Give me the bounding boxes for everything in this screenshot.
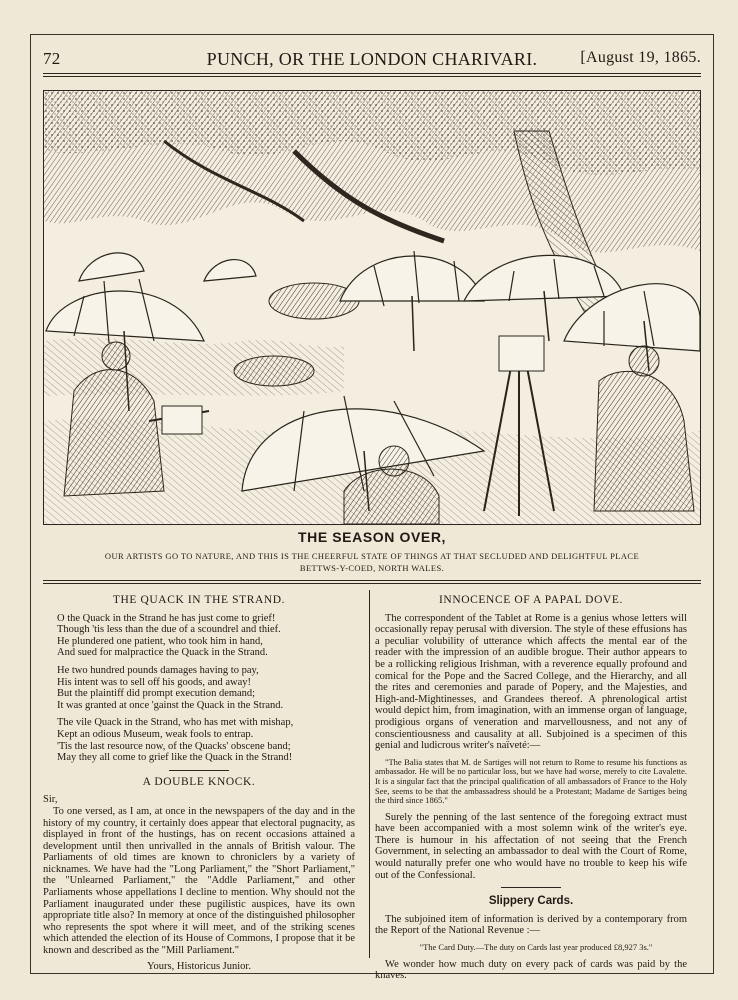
letter-signature: Yours, Historicus Junior.: [147, 960, 251, 972]
poem-line: His intent was to sell off his goods, and away!: [57, 676, 252, 688]
article-paragraph: The correspondent of the Tablet at Rome is a genius whose letters will occasionally repay perusal with diversion. The style of these effusions has a peculiar volubility of utterance which affects the mental ear of the reader with the impression of an audible brogue. Their author appears to be a rollicking religious Irishman, with a reverence equally profound and comical for the Pope and the Sacred College, and the Hierarchy, and all the rites and ceremonies and parade of Popery, and the Majesties, and High-and-Mightinesses, and Grandees thereof. A phrenological artist would depict him, from imagination, with an immense organ of language, prodigious organs of veneration and marvellousness, and not any of conscientiousness and causality at all. Subjoined is a specimen of this genial and ludicrous writer's naïveté:—: [375, 612, 687, 752]
caption-rule-2: [43, 583, 701, 584]
poem-line: But the plaintiff did prompt execution demand;: [57, 688, 256, 700]
right-column: [375, 595, 687, 982]
issue-date: [August 19, 1865.: [580, 49, 701, 66]
caption-line-1: OUR ARTISTS GO TO NATURE, AND THIS IS THE CHEERFUL STATE OF THINGS AT THAT SECLUDED AND DELIGHTFUL PLACE: [104, 551, 640, 561]
poem-line: He two hundred pounds damages having to pay,: [57, 664, 259, 676]
section-rule: [501, 887, 561, 888]
letter-title: A DOUBLE KNOCK.: [142, 775, 256, 788]
section-rule: [169, 770, 229, 771]
article-quote: "The Balia states that M. de Sartiges will not return to Rome to resume his functions as ambassador. He will be no particular loss, but we have had worse, merely to cite Lavalette. It is a singular fact that the principal qualification of all ambassadors of France to the Holy See, seems to be that the ambassadress should be a Protestant; Madame de Sartiges being the third since 1865.": [375, 756, 687, 806]
caption-line-2: BETTWS-Y-COED, NORTH WALES.: [299, 563, 445, 573]
poem-line: The vile Quack in the Strand, who has met with mishap,: [57, 717, 294, 729]
article-paragraph: The subjoined item of information is derived by a contemporary from the Report of the National Revenue :—: [375, 913, 687, 937]
column-divider: [369, 590, 370, 958]
illustration-caption: [47, 550, 697, 574]
poem-line: Though 'tis less than the due of a scoundrel and thief.: [57, 624, 281, 636]
poem-line: Kept an odious Museum, weak fools to entrap.: [57, 728, 254, 740]
poem-line: And sued for malpractice the Quack in the Strand.: [57, 647, 268, 659]
letter-body: To one versed, as I am, at once in the newspapers of the day and in the history of my country, it certainly does appear that electoral pugnacity, as displayed in front of the hustings, has on recent occasions attained a development until then unrivalled in the annals of British valour. The Parliaments of old times are known to chroniclers by a variety of nicknames. We have had the "Long Parliament," the "Short Parliament," the "Unlearned Parliament," the "Addle Parliament," and other Parliaments whose appellations I decline to mention. Why should not the Parliament inaugurated under these pugilistic auspices, have its own appropriate title also? In memory at once of the distinguished philosopher who represents the spot where it will meet, and of the striking scenes which attended the election of its House of Commons, I propose that it be known and described as the "Mill Parliament.": [43, 805, 355, 957]
poem-title: THE QUACK IN THE STRAND.: [112, 594, 286, 606]
illustration-caption-title: THE SEASON OVER,: [297, 529, 447, 545]
newspaper-page: [30, 34, 714, 982]
poem-stanza-3: [57, 717, 355, 763]
page-header: [43, 47, 701, 71]
poem-stanza-2: [57, 665, 355, 711]
publication-title: PUNCH, OR THE LONDON CHARIVARI.: [206, 49, 538, 69]
caption-rule: [43, 580, 701, 581]
poem-line: May they all come to grief like the Quack in the Strand!: [57, 752, 293, 764]
header-rule-2: [43, 76, 701, 77]
poem-line: He plundered one patient, who took him in hand,: [57, 635, 263, 647]
left-column: [43, 595, 355, 972]
page-number: 72: [43, 49, 61, 68]
season-over-engraving: [44, 91, 700, 524]
article-paragraph: Surely the penning of the last sentence of the foregoing extract must have been accompanied with a most solemn wink of the writer's eye. There is humour in his affectation of not seeing that the French Government, in selecting an ambassador to deal with the Court of Rome, would naturally prefer one who would have no trouble to keep his wife out of the Confessional.: [375, 811, 687, 881]
header-rule: [43, 73, 701, 74]
poem-line: O the Quack in the Strand he has just come to grief!: [57, 612, 276, 624]
section-title: Slippery Cards.: [488, 895, 574, 908]
poem-stanza-1: [57, 613, 355, 659]
article-paragraph: We wonder how much duty on every pack of cards was paid by the knaves.: [375, 958, 687, 982]
letter-salutation: Sir,: [43, 794, 58, 806]
article-title: INNOCENCE OF A PAPAL DOVE.: [439, 594, 623, 606]
card-duty-quote: "The Card Duty.—The duty on Cards last year produced £8,927 3s.": [419, 942, 653, 953]
poem-line: 'Tis the last resource now, of the Quacks' obscene band;: [57, 740, 291, 752]
poem-line: It was granted at once 'gainst the Quack in the Strand.: [57, 699, 284, 711]
engraving-illustration: [43, 90, 701, 525]
